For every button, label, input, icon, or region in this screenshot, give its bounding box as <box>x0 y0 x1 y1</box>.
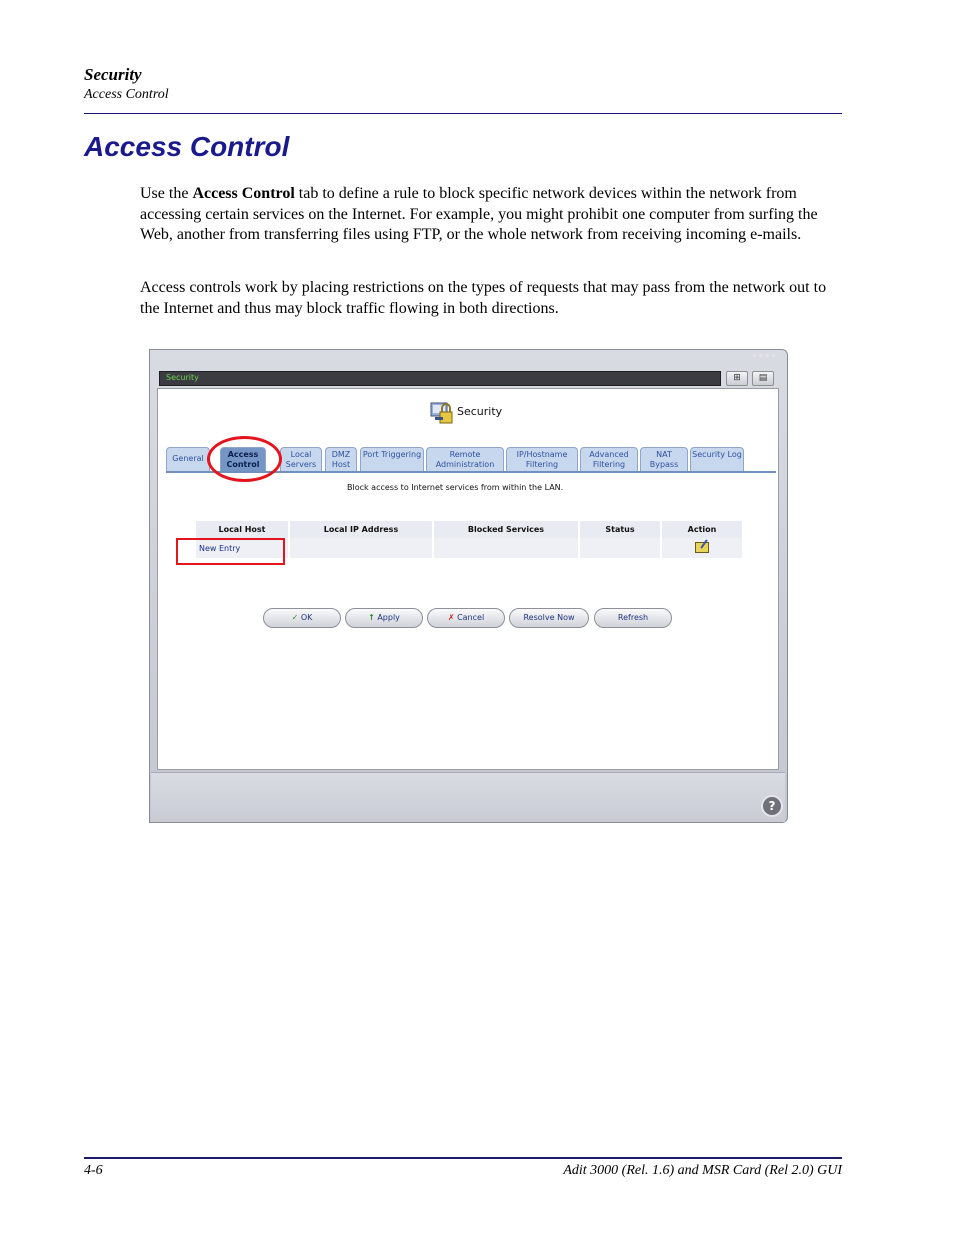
security-heading: Security <box>457 405 503 418</box>
tab-security-log[interactable]: Security Log <box>690 447 744 472</box>
checkmark-icon: ✓ <box>291 613 299 622</box>
running-header-subsection: Access Control <box>84 87 169 102</box>
tab-access-control[interactable]: Access Control <box>220 447 266 472</box>
tab-general[interactable]: General <box>166 447 210 472</box>
cross-icon: ✗ <box>447 613 455 622</box>
column-header-status: Status <box>579 521 661 538</box>
window-titlebar <box>159 371 721 386</box>
column-header-blocked-services: Blocked Services <box>433 521 579 538</box>
header-rule <box>84 113 842 114</box>
cancel-button[interactable]: ✗ Cancel <box>427 608 505 628</box>
access-control-bold: Access Control <box>192 185 295 202</box>
access-control-tab-highlight <box>207 436 282 482</box>
new-entry-highlight <box>176 538 285 565</box>
tab-advanced-filtering[interactable]: Advanced Filtering <box>580 447 638 472</box>
block-access-description: Block access to Internet services from within the LAN. <box>347 483 564 492</box>
ok-button[interactable]: ✓ OK <box>263 608 341 628</box>
tab-dmz-host[interactable]: DMZ Host <box>325 447 357 472</box>
tab-nat-bypass[interactable]: NAT Bypass <box>640 447 688 472</box>
apply-button[interactable]: ↑ Apply <box>345 608 423 628</box>
resolve-now-button[interactable]: Resolve Now <box>509 608 589 628</box>
column-header-action: Action <box>661 521 742 538</box>
table-cell <box>289 538 433 558</box>
help-icon[interactable]: ? <box>761 795 783 817</box>
new-entry-link[interactable]: New Entry <box>195 538 289 558</box>
menu-icon[interactable]: ▤ <box>752 371 774 386</box>
add-entry-icon[interactable] <box>695 542 709 553</box>
table-cell <box>433 538 579 558</box>
tab-local-servers[interactable]: Local Servers <box>280 447 322 472</box>
refresh-button[interactable]: Refresh <box>594 608 672 628</box>
running-header-section: Security <box>84 65 142 84</box>
column-header-local-ip: Local IP Address <box>289 521 433 538</box>
security-padlock-icon <box>429 399 453 425</box>
document-title: Adit 3000 (Rel. 1.6) and MSR Card (Rel 2.0) GUI <box>563 1163 842 1178</box>
window-grip-dots: ◦◦◦◦ <box>752 352 778 362</box>
window-title: Security <box>166 373 199 382</box>
network-map-icon[interactable]: ⊞ <box>726 371 748 386</box>
page-number: 4-6 <box>84 1163 103 1178</box>
tab-port-triggering[interactable]: Port Triggering <box>360 447 424 472</box>
column-header-local-host: Local Host <box>195 521 289 538</box>
intro-paragraph: Use the Access Control tab to define a rule to block specific network devices within the network from accessing certain services on the Internet. For example, you might prohibit one computer from surfing the Web, another from transferring files using FTP, or the whole network from receiving incoming e-mails. <box>140 185 818 243</box>
table-cell <box>579 538 661 558</box>
footer-rule <box>84 1157 842 1159</box>
tab-remote-administration[interactable]: Remote Administration <box>426 447 504 472</box>
detail-paragraph: Access controls work by placing restrictions on the types of requests that may pass from the network out to the Internet and thus may block traffic flowing in both directions. <box>140 279 827 317</box>
apply-arrow-icon: ↑ <box>368 613 375 622</box>
tab-ip-hostname-filtering[interactable]: IP/Hostname Filtering <box>506 447 578 472</box>
page-title: Access Control <box>84 131 290 162</box>
window-bottom-panel <box>151 772 785 822</box>
action-cell <box>661 538 742 558</box>
